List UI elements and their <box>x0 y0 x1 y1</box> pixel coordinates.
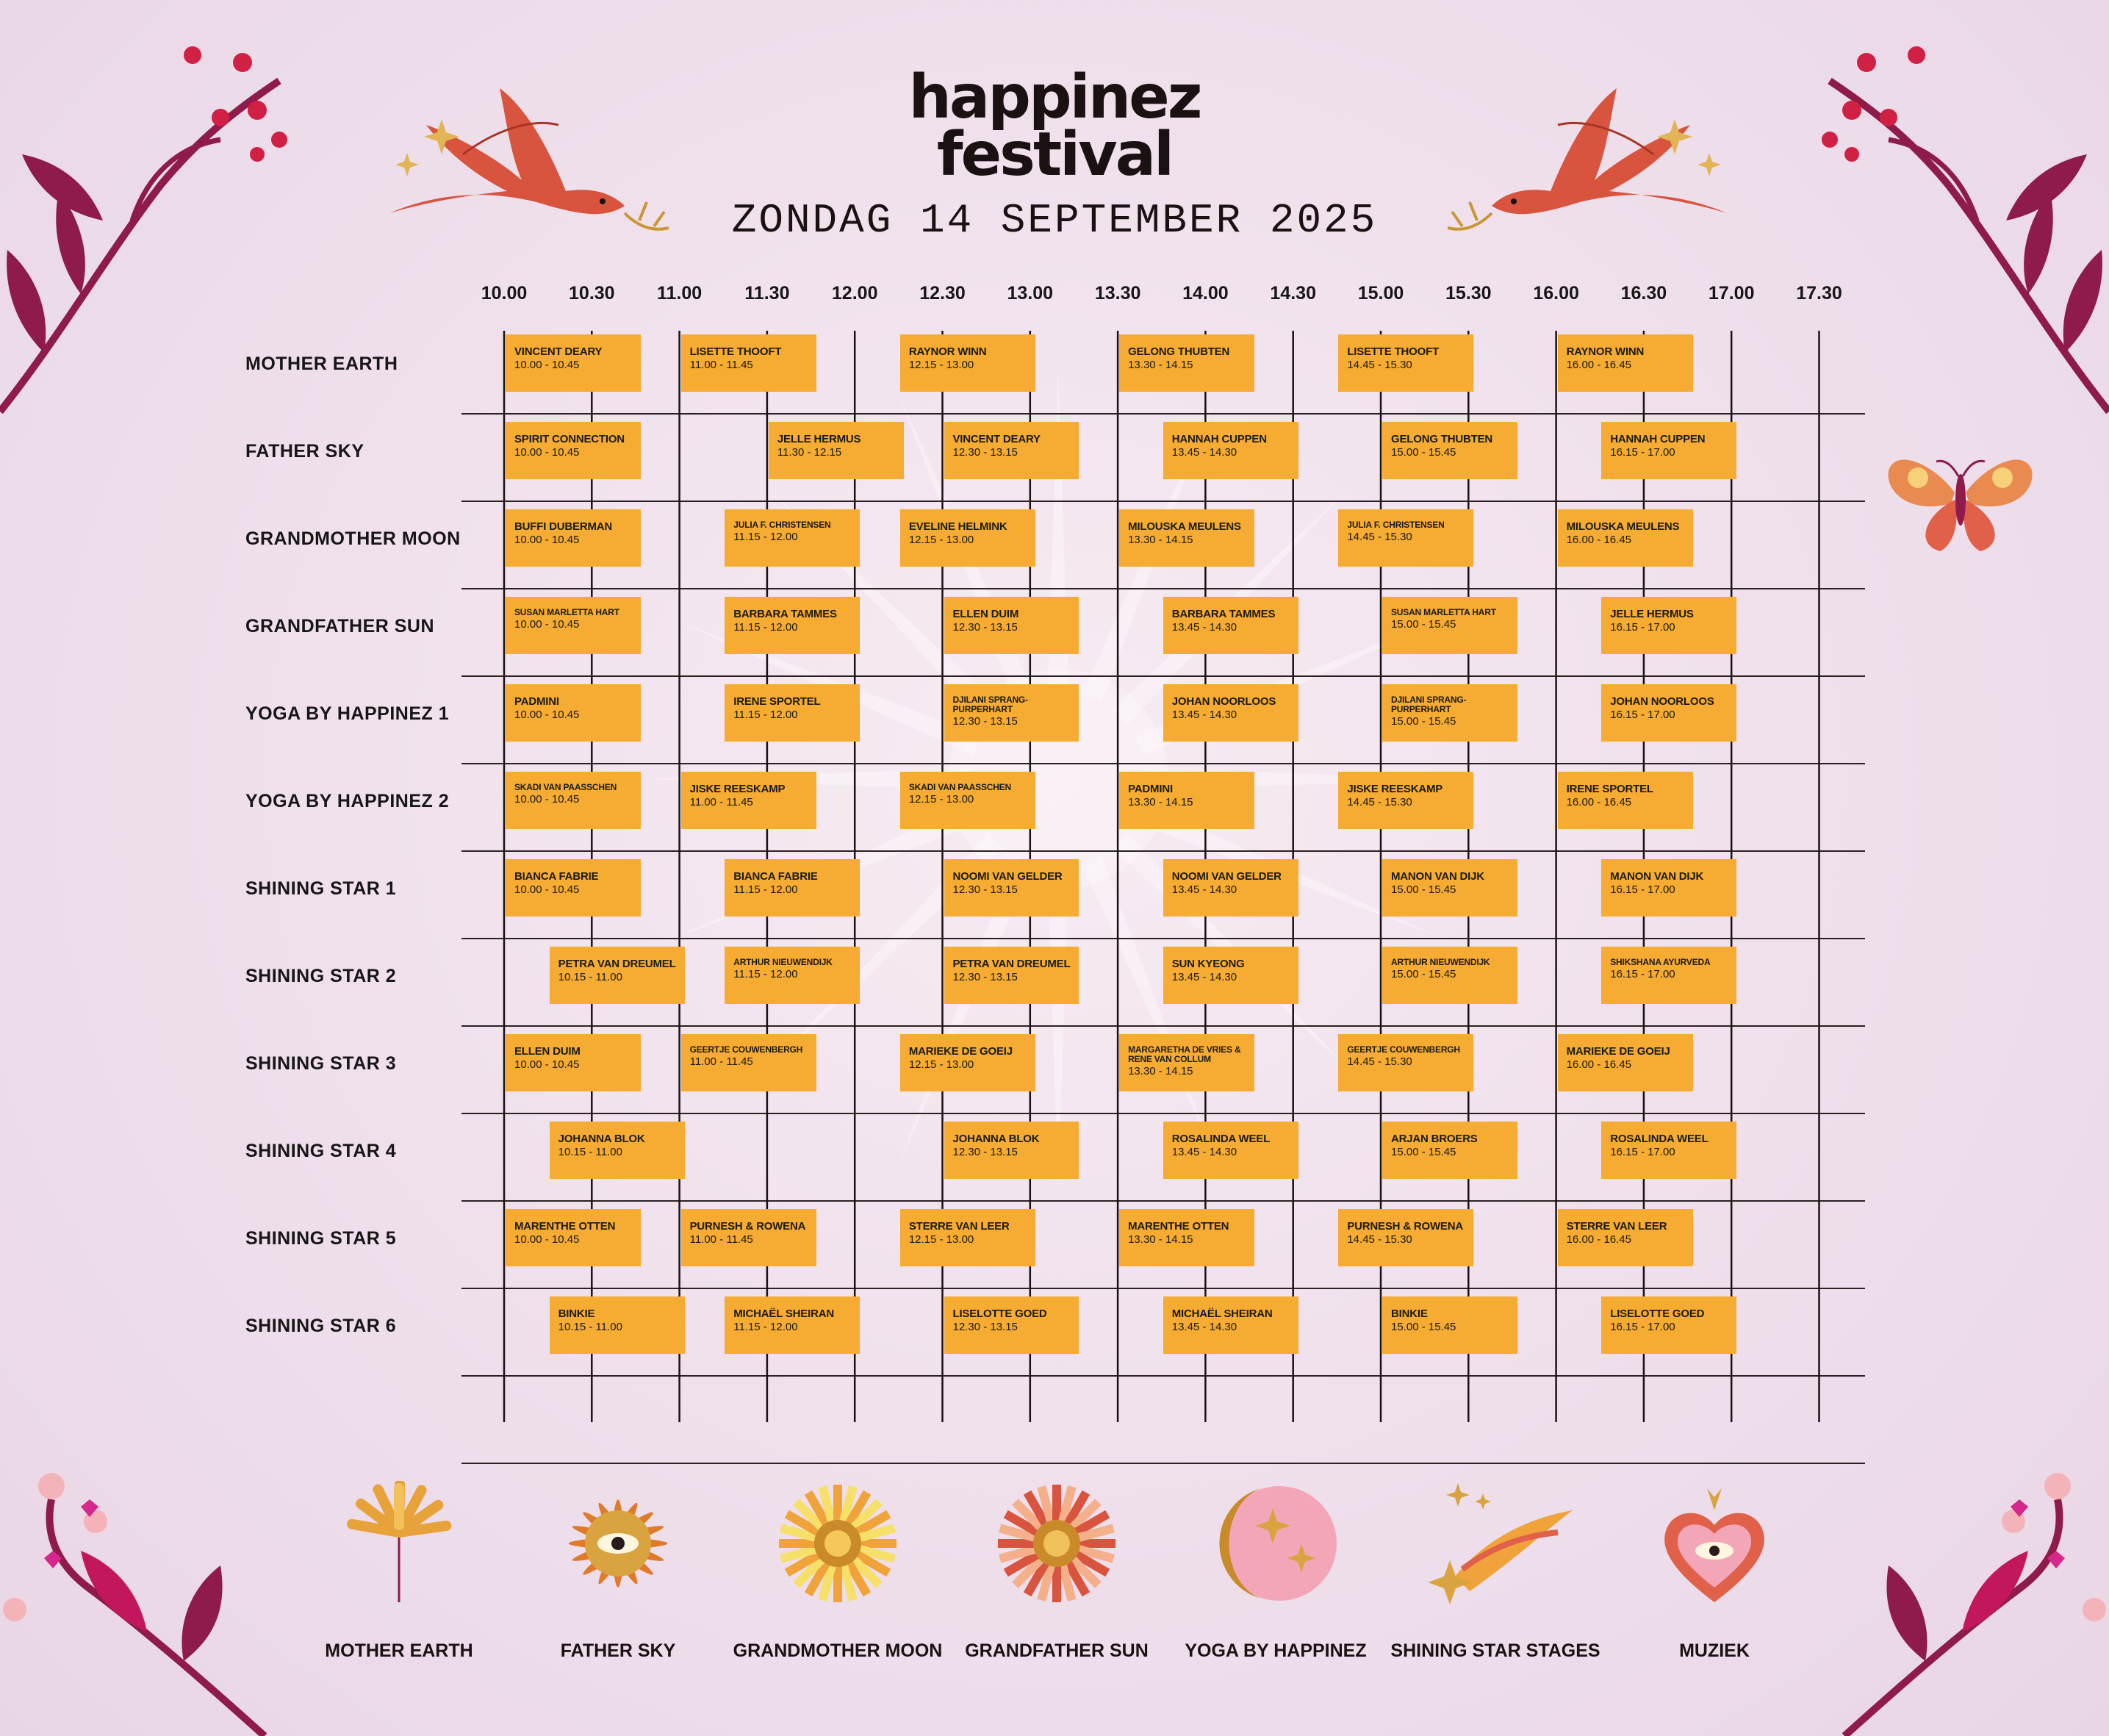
session-speaker: ARTHUR NIEUWENDIJK <box>1391 957 1490 967</box>
session-block[interactable] <box>1382 1296 1517 1354</box>
session-block[interactable] <box>1119 509 1254 567</box>
session-speaker: MARENTHE OTTEN <box>514 1220 616 1233</box>
session-speaker: HANNAH CUPPEN <box>1610 433 1706 445</box>
time-label: 16.00 <box>1533 283 1579 304</box>
legend-label: MUZIEK <box>1679 1640 1750 1661</box>
session-speaker: GEERTJE COUWENBERGH <box>689 1044 803 1055</box>
session-block[interactable] <box>1119 334 1254 392</box>
session-block[interactable] <box>1601 947 1736 1004</box>
branch-bottom-left-icon <box>0 1441 279 1736</box>
session-block[interactable] <box>1163 1122 1298 1179</box>
session-speaker: MANON VAN DIJK <box>1391 870 1484 883</box>
session-speaker: IRENE SPORTEL <box>1566 783 1653 795</box>
session-time: 10.00 - 10.45 <box>514 359 580 371</box>
session-speaker: PADMINI <box>1128 783 1173 795</box>
session-time: 10.15 - 11.00 <box>558 1321 622 1333</box>
session-time: 11.15 - 12.00 <box>733 883 798 896</box>
legend-label: FATHER SKY <box>560 1640 676 1661</box>
session-time: 12.15 - 13.00 <box>908 534 974 546</box>
legend-label: YOGA BY HAPPINEZ <box>1185 1640 1367 1661</box>
session-time: 10.15 - 11.00 <box>558 1146 622 1158</box>
session-block[interactable] <box>900 1034 1035 1091</box>
session-block[interactable] <box>944 1296 1079 1354</box>
session-time: 11.15 - 12.00 <box>733 621 798 634</box>
moon-star-icon <box>1210 1481 1342 1610</box>
session-speaker: DJILANI SPRANG-PURPERHART <box>1391 695 1467 714</box>
leaf-icon <box>344 1481 454 1610</box>
session-speaker: SUSAN MARLETTA HART <box>514 607 619 617</box>
session-block[interactable] <box>681 1034 816 1091</box>
session-block[interactable] <box>1382 947 1517 1004</box>
session-block[interactable] <box>1163 947 1298 1004</box>
session-speaker: BARBARA TAMMES <box>733 608 837 620</box>
time-label: 13.00 <box>1007 283 1054 304</box>
session-time: 16.15 - 17.00 <box>1610 968 1675 980</box>
session-block[interactable] <box>506 772 641 829</box>
session-time: 15.00 - 15.45 <box>1391 1146 1456 1158</box>
session-block[interactable] <box>900 334 1035 392</box>
session-speaker: EVELINE HELMINK <box>908 520 1007 533</box>
session-speaker: SUSAN MARLETTA HART <box>1391 607 1496 617</box>
session-block[interactable] <box>550 947 685 1004</box>
session-block[interactable] <box>1601 859 1736 917</box>
session-speaker: NOOMI VAN GELDER <box>1171 870 1282 883</box>
session-time: 10.00 - 10.45 <box>514 1233 580 1246</box>
session-block[interactable] <box>681 772 816 829</box>
session-speaker: JELLE HERMUS <box>1610 608 1694 620</box>
session-speaker: MARIEKE DE GOEIJ <box>908 1045 1013 1058</box>
session-block[interactable] <box>1601 1122 1736 1179</box>
session-block[interactable] <box>506 597 641 654</box>
session-time: 10.00 - 10.45 <box>514 534 580 546</box>
session-time: 12.30 - 13.15 <box>952 1321 1018 1333</box>
session-time: 12.30 - 13.15 <box>952 883 1018 896</box>
session-speaker: JOHAN NOORLOOS <box>1610 695 1714 708</box>
session-block[interactable] <box>1338 1209 1473 1266</box>
session-block[interactable] <box>1119 1034 1254 1091</box>
session-speaker: RAYNOR WINN <box>1566 345 1645 358</box>
session-speaker: PADMINI <box>514 695 559 708</box>
session-time: 14.45 - 15.30 <box>1347 796 1412 808</box>
session-block[interactable] <box>725 509 860 567</box>
session-time: 13.30 - 14.15 <box>1128 796 1193 808</box>
session-time: 11.15 - 12.00 <box>733 968 798 980</box>
session-speaker: JULIA F. CHRISTENSEN <box>1347 520 1445 530</box>
time-label: 14.00 <box>1182 283 1229 304</box>
session-time: 16.00 - 16.45 <box>1566 534 1631 546</box>
session-time: 15.00 - 15.45 <box>1391 446 1456 459</box>
session-time: 11.00 - 11.45 <box>689 796 753 808</box>
session-speaker: MARENTHE OTTEN <box>1128 1220 1229 1233</box>
session-time: 12.30 - 13.15 <box>952 446 1018 459</box>
session-speaker: ELLEN DUIM <box>952 608 1019 620</box>
session-time: 15.00 - 15.45 <box>1391 715 1456 728</box>
legend-label: GRANDMOTHER MOON <box>733 1640 943 1661</box>
session-block[interactable] <box>1601 597 1736 654</box>
legend-label: SHINING STAR STAGES <box>1390 1640 1600 1661</box>
session-speaker: DJILANI SPRANG-PURPERHART <box>952 695 1028 714</box>
legend-label: GRANDFATHER SUN <box>965 1640 1149 1661</box>
stage-label: YOGA BY HAPPINEZ 2 <box>245 791 450 811</box>
session-speaker: JULIA F. CHRISTENSEN <box>733 520 831 530</box>
session-time: 15.00 - 15.45 <box>1391 618 1456 631</box>
session-time: 13.45 - 14.30 <box>1171 883 1237 896</box>
session-time: 12.15 - 13.00 <box>908 793 974 806</box>
stage-label: FATHER SKY <box>245 441 364 462</box>
session-time: 15.00 - 15.45 <box>1391 968 1456 980</box>
session-speaker: BINKIE <box>558 1308 595 1320</box>
session-time: 14.45 - 15.30 <box>1347 1233 1412 1246</box>
session-block[interactable] <box>1558 1034 1693 1091</box>
session-time: 11.30 - 12.15 <box>777 446 842 459</box>
time-label: 11.30 <box>744 283 790 304</box>
session-speaker: ELLEN DUIM <box>514 1045 581 1058</box>
session-speaker: NOOMI VAN GELDER <box>952 870 1063 883</box>
session-speaker: MICHAËL SHEIRAN <box>733 1308 834 1320</box>
session-block[interactable] <box>1558 509 1693 567</box>
session-block[interactable] <box>1601 684 1736 742</box>
session-speaker: ARJAN BROERS <box>1391 1133 1478 1145</box>
session-time: 11.00 - 11.45 <box>689 359 753 371</box>
stage-label: SHINING STAR 3 <box>245 1053 397 1074</box>
session-speaker: JOHAN NOORLOOS <box>1171 695 1276 708</box>
session-time: 13.45 - 14.30 <box>1171 1321 1237 1333</box>
session-time: 11.15 - 12.00 <box>733 1321 798 1333</box>
session-block[interactable] <box>944 1122 1079 1179</box>
moth-icon <box>1881 434 2043 559</box>
session-block[interactable] <box>506 422 641 479</box>
session-time: 10.00 - 10.45 <box>514 793 580 806</box>
session-block[interactable] <box>1338 1034 1473 1091</box>
session-time: 13.30 - 14.15 <box>1128 534 1193 546</box>
session-speaker: BARBARA TAMMES <box>1171 608 1276 620</box>
session-speaker: RAYNOR WINN <box>908 345 987 358</box>
session-time: 15.00 - 15.45 <box>1391 883 1456 896</box>
session-time: 13.30 - 14.15 <box>1128 1065 1193 1077</box>
session-speaker: LISETTE THOOFT <box>689 345 782 358</box>
session-block[interactable] <box>1163 859 1298 917</box>
session-block[interactable] <box>944 597 1079 654</box>
session-time: 15.00 - 15.45 <box>1391 1321 1456 1333</box>
session-time: 13.45 - 14.30 <box>1171 446 1237 459</box>
session-time: 12.15 - 13.00 <box>908 359 974 371</box>
session-speaker: SPIRIT CONNECTION <box>514 433 625 445</box>
stage-label: SHINING STAR 4 <box>245 1141 397 1161</box>
session-time: 16.15 - 17.00 <box>1610 446 1675 459</box>
session-block[interactable] <box>1382 1122 1517 1179</box>
time-label: 13.30 <box>1094 283 1141 304</box>
stage-label: SHINING STAR 5 <box>245 1228 397 1249</box>
session-block[interactable] <box>550 1296 685 1354</box>
time-label: 17.30 <box>1796 283 1842 304</box>
session-speaker: GELONG THUBTEN <box>1128 345 1230 358</box>
session-speaker: JISKE REESKAMP <box>1347 783 1443 795</box>
session-speaker: BIANCA FABRIE <box>514 870 599 883</box>
session-time: 10.00 - 10.45 <box>514 1058 580 1071</box>
session-speaker: ROSALINDA WEEL <box>1171 1133 1271 1145</box>
session-time: 11.00 - 11.45 <box>689 1055 753 1068</box>
session-block[interactable] <box>900 509 1035 567</box>
session-time: 12.30 - 13.15 <box>952 1146 1018 1158</box>
session-block[interactable] <box>506 1034 641 1091</box>
session-speaker: MILOUSKA MEULENS <box>1128 520 1241 533</box>
session-time: 16.00 - 16.45 <box>1566 1058 1631 1071</box>
time-label: 11.00 <box>657 283 703 304</box>
session-time: 12.30 - 13.15 <box>952 621 1018 634</box>
session-time: 11.15 - 12.00 <box>733 531 798 543</box>
session-time: 11.15 - 12.00 <box>733 709 798 721</box>
session-block[interactable] <box>944 422 1079 479</box>
session-block[interactable] <box>506 684 641 742</box>
session-speaker: LISELOTTE GOED <box>952 1308 1047 1320</box>
session-speaker: SHIKSHANA AYURVEDA <box>1610 957 1711 967</box>
session-block[interactable] <box>1382 684 1517 742</box>
time-label: 12.00 <box>831 283 878 304</box>
sacred-heart-icon <box>1656 1481 1773 1610</box>
yellow-flower-icon <box>775 1481 900 1610</box>
session-time: 16.00 - 16.45 <box>1566 796 1631 808</box>
session-block[interactable] <box>1338 334 1473 392</box>
session-block[interactable] <box>900 772 1035 829</box>
session-block[interactable] <box>1163 422 1298 479</box>
session-speaker: JOHANNA BLOK <box>952 1133 1040 1145</box>
session-time: 13.30 - 14.15 <box>1128 1233 1193 1246</box>
session-block[interactable] <box>1382 597 1517 654</box>
session-block[interactable] <box>1119 1209 1254 1266</box>
stage-label: GRANDMOTHER MOON <box>245 528 461 549</box>
session-time: 16.00 - 16.45 <box>1566 1233 1631 1246</box>
session-speaker: LISELOTTE GOED <box>1610 1308 1705 1320</box>
time-label: 15.00 <box>1357 283 1404 304</box>
session-time: 16.00 - 16.45 <box>1566 359 1631 371</box>
session-speaker: ROSALINDA WEEL <box>1610 1133 1709 1145</box>
time-label: 10.00 <box>481 283 528 304</box>
session-speaker: SKADI VAN PAASSCHEN <box>514 782 617 792</box>
session-speaker: MANON VAN DIJK <box>1610 870 1704 883</box>
session-speaker: IRENE SPORTEL <box>733 695 821 708</box>
session-block[interactable] <box>1163 597 1298 654</box>
session-time: 10.00 - 10.45 <box>514 709 580 721</box>
session-block[interactable] <box>1382 422 1517 479</box>
stage-label: MOTHER EARTH <box>245 354 398 374</box>
sun-eye-icon <box>548 1481 688 1610</box>
time-label: 12.30 <box>919 283 966 304</box>
stage-label: GRANDFATHER SUN <box>245 616 435 636</box>
session-speaker: BUFFI DUBERMAN <box>514 520 613 533</box>
session-speaker: GEERTJE COUWENBERGH <box>1347 1044 1460 1055</box>
session-block[interactable] <box>1558 334 1693 392</box>
session-time: 10.00 - 10.45 <box>514 446 580 459</box>
session-speaker: BINKIE <box>1391 1308 1428 1320</box>
session-time: 11.00 - 11.45 <box>689 1233 753 1246</box>
session-block[interactable] <box>725 1296 860 1354</box>
stage-label: YOGA BY HAPPINEZ 1 <box>245 703 450 724</box>
session-block[interactable] <box>944 859 1079 917</box>
session-block[interactable] <box>506 859 641 917</box>
session-time: 16.15 - 17.00 <box>1610 709 1675 721</box>
session-time: 14.45 - 15.30 <box>1347 359 1412 371</box>
session-block[interactable] <box>944 947 1079 1004</box>
session-speaker: MARIEKE DE GOEIJ <box>1566 1045 1670 1058</box>
session-speaker: GELONG THUBTEN <box>1391 433 1493 445</box>
session-speaker: MICHAËL SHEIRAN <box>1171 1308 1273 1320</box>
session-time: 13.45 - 14.30 <box>1171 1146 1237 1158</box>
shooting-star-icon <box>1411 1481 1580 1610</box>
session-speaker: VINCENT DEARY <box>952 433 1041 445</box>
legend-label: MOTHER EARTH <box>325 1640 473 1661</box>
session-time: 12.30 - 13.15 <box>952 971 1018 983</box>
session-block[interactable] <box>1119 772 1254 829</box>
session-speaker: JELLE HERMUS <box>777 433 861 445</box>
session-speaker: JISKE REESKAMP <box>689 783 786 795</box>
session-speaker: ARTHUR NIEUWENDIJK <box>733 957 833 967</box>
session-time: 16.15 - 17.00 <box>1610 621 1675 634</box>
session-speaker: MARGARETHA DE VRIES & RENE VAN COLLUM <box>1128 1044 1241 1064</box>
session-time: 16.15 - 17.00 <box>1610 1321 1675 1333</box>
session-speaker: PETRA VAN DREUMEL <box>558 958 676 970</box>
session-time: 14.45 - 15.30 <box>1347 1055 1412 1068</box>
stage-label: SHINING STAR 1 <box>245 878 397 899</box>
brand-line-2: festival <box>936 120 1173 190</box>
session-time: 13.45 - 14.30 <box>1171 709 1237 721</box>
event-date: ZONDAG 14 SEPTEMBER 2025 <box>731 197 1378 244</box>
session-speaker: SUN KYEONG <box>1171 958 1245 970</box>
session-time: 16.15 - 17.00 <box>1610 1146 1675 1158</box>
session-block[interactable] <box>1601 1296 1736 1354</box>
session-time: 13.30 - 14.15 <box>1128 359 1193 371</box>
session-block[interactable] <box>944 684 1079 742</box>
session-time: 16.15 - 17.00 <box>1610 883 1675 896</box>
session-time: 12.15 - 13.00 <box>908 1233 974 1246</box>
time-label: 17.00 <box>1708 283 1755 304</box>
session-block[interactable] <box>506 1209 641 1266</box>
session-block[interactable] <box>725 859 860 917</box>
session-speaker: STERRE VAN LEER <box>908 1220 1010 1233</box>
session-speaker: PURNESH & ROWENA <box>689 1220 806 1233</box>
red-flower-icon <box>994 1481 1119 1610</box>
session-block[interactable] <box>769 422 904 479</box>
branch-bottom-right-icon <box>1830 1441 2109 1736</box>
stage-label: SHINING STAR 6 <box>245 1316 397 1336</box>
time-label: 14.30 <box>1270 283 1316 304</box>
session-time: 13.45 - 14.30 <box>1171 971 1237 983</box>
session-speaker: HANNAH CUPPEN <box>1171 433 1267 445</box>
time-label: 15.30 <box>1445 283 1492 304</box>
session-block[interactable] <box>725 684 860 742</box>
stage-label: SHINING STAR 2 <box>245 966 397 986</box>
session-block[interactable] <box>506 334 641 392</box>
session-block[interactable] <box>1558 772 1693 829</box>
session-speaker: MILOUSKA MEULENS <box>1566 520 1680 533</box>
session-speaker: SKADI VAN PAASSCHEN <box>908 782 1011 792</box>
session-block[interactable] <box>1382 859 1517 917</box>
session-block[interactable] <box>1601 422 1736 479</box>
session-block[interactable] <box>550 1122 685 1179</box>
session-speaker: JOHANNA BLOK <box>558 1133 645 1145</box>
session-time: 14.45 - 15.30 <box>1347 531 1412 543</box>
session-time: 10.15 - 11.00 <box>558 971 622 983</box>
session-block[interactable] <box>506 509 641 567</box>
session-time: 12.30 - 13.15 <box>952 715 1018 728</box>
session-speaker: VINCENT DEARY <box>514 345 603 358</box>
session-block[interactable] <box>681 1209 816 1266</box>
session-block[interactable] <box>1558 1209 1693 1266</box>
time-label: 16.30 <box>1620 283 1667 304</box>
session-block[interactable] <box>681 334 816 392</box>
session-time: 10.00 - 10.45 <box>514 883 580 896</box>
session-time: 13.45 - 14.30 <box>1171 621 1237 634</box>
time-label: 10.30 <box>569 283 615 304</box>
session-block[interactable] <box>1338 772 1473 829</box>
session-block[interactable] <box>1163 684 1298 742</box>
session-block[interactable] <box>1163 1296 1298 1354</box>
session-speaker: PETRA VAN DREUMEL <box>952 958 1071 970</box>
brand-line-1: happinez <box>908 62 1201 132</box>
session-time: 10.00 - 10.45 <box>514 618 580 631</box>
session-speaker: LISETTE THOOFT <box>1347 345 1440 358</box>
session-block[interactable] <box>725 597 860 654</box>
session-block[interactable] <box>900 1209 1035 1266</box>
session-speaker: STERRE VAN LEER <box>1566 1220 1667 1233</box>
session-speaker: BIANCA FABRIE <box>733 870 818 883</box>
session-block[interactable] <box>1338 509 1473 567</box>
session-speaker: PURNESH & ROWENA <box>1347 1220 1463 1233</box>
session-block[interactable] <box>725 947 860 1004</box>
session-time: 12.15 - 13.00 <box>908 1058 974 1071</box>
